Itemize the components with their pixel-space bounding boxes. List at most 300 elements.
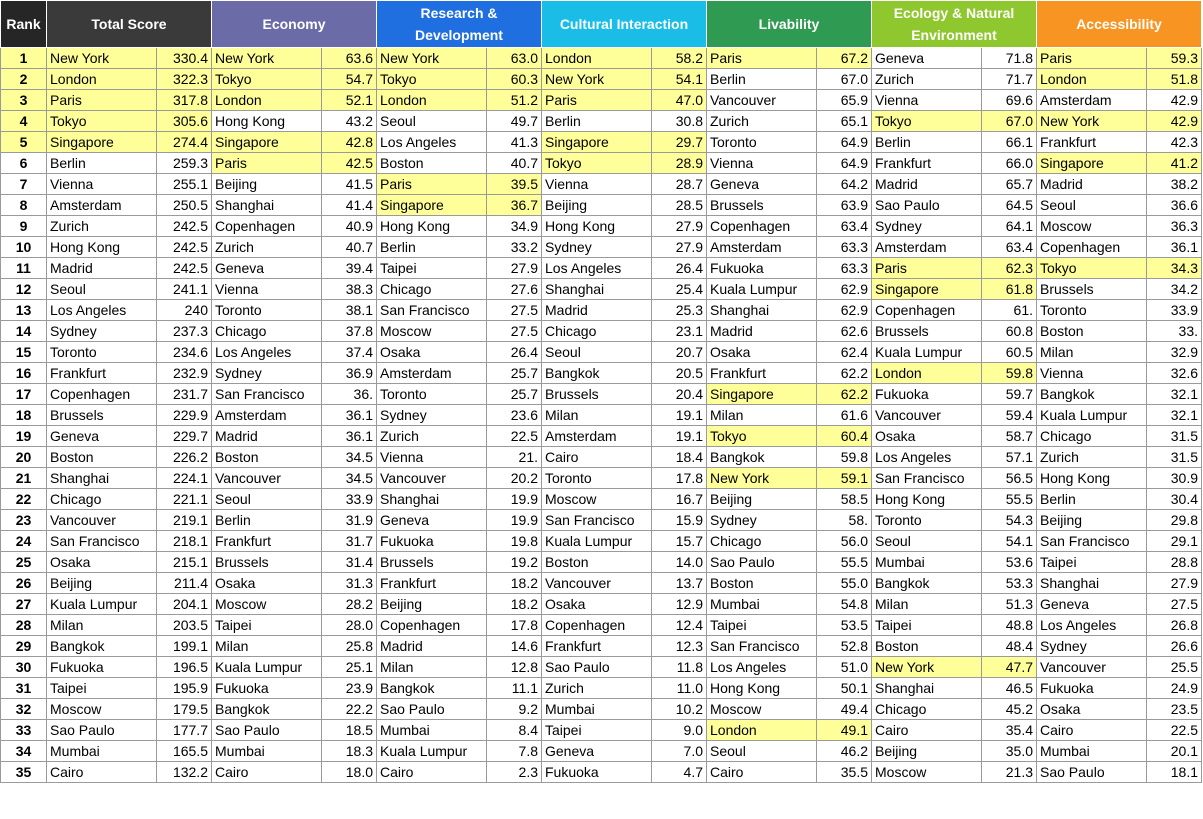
ecology-score-cell: 57.1	[982, 447, 1037, 468]
total-city-cell: San Francisco	[47, 531, 157, 552]
accessibility-score-cell: 31.5	[1147, 447, 1202, 468]
research-city-cell: Brussels	[377, 552, 487, 573]
research-score-cell: 8.4	[487, 720, 542, 741]
ecology-city-cell: Hong Kong	[872, 489, 982, 510]
livability-score-cell: 67.2	[817, 48, 872, 69]
livability-score-cell: 50.1	[817, 678, 872, 699]
ecology-score-cell: 63.4	[982, 237, 1037, 258]
livability-score-cell: 35.5	[817, 762, 872, 783]
cultural-score-cell: 4.7	[652, 762, 707, 783]
research-score-cell: 33.2	[487, 237, 542, 258]
research-score-cell: 25.7	[487, 363, 542, 384]
research-city-cell: Shanghai	[377, 489, 487, 510]
accessibility-score-cell: 42.9	[1147, 111, 1202, 132]
accessibility-city-cell: Moscow	[1037, 216, 1147, 237]
livability-city-cell: London	[707, 720, 817, 741]
accessibility-city-cell: Brussels	[1037, 279, 1147, 300]
economy-city-cell: Singapore	[212, 132, 322, 153]
cultural-score-cell: 28.7	[652, 174, 707, 195]
cultural-score-cell: 12.4	[652, 615, 707, 636]
cultural-city-cell: Madrid	[542, 300, 652, 321]
livability-score-cell: 64.9	[817, 132, 872, 153]
livability-city-cell: Singapore	[707, 384, 817, 405]
total-score-cell: 204.1	[157, 594, 212, 615]
livability-score-cell: 60.4	[817, 426, 872, 447]
economy-score-cell: 36.9	[322, 363, 377, 384]
research-score-cell: 22.5	[487, 426, 542, 447]
research-city-cell: Milan	[377, 657, 487, 678]
livability-score-cell: 59.8	[817, 447, 872, 468]
livability-score-cell: 62.9	[817, 279, 872, 300]
livability-score-cell: 64.2	[817, 174, 872, 195]
economy-city-cell: Geneva	[212, 258, 322, 279]
research-city-cell: Taipei	[377, 258, 487, 279]
livability-city-cell: Seoul	[707, 741, 817, 762]
economy-score-cell: 31.9	[322, 510, 377, 531]
table-row	[1, 657, 1202, 678]
cultural-city-cell: London	[542, 48, 652, 69]
accessibility-score-cell: 27.9	[1147, 573, 1202, 594]
economy-score-cell: 28.0	[322, 615, 377, 636]
economy-city-cell: New York	[212, 48, 322, 69]
ecology-score-cell: 66.0	[982, 153, 1037, 174]
economy-city-cell: London	[212, 90, 322, 111]
livability-score-cell: 67.0	[817, 69, 872, 90]
ecology-city-cell: Brussels	[872, 321, 982, 342]
table-row	[1, 678, 1202, 699]
research-city-cell: Bangkok	[377, 678, 487, 699]
table-row	[1, 468, 1202, 489]
accessibility-city-cell: Singapore	[1037, 153, 1147, 174]
research-city-cell: Mumbai	[377, 720, 487, 741]
accessibility-city-cell: Beijing	[1037, 510, 1147, 531]
research-city-cell: San Francisco	[377, 300, 487, 321]
livability-score-cell: 62.6	[817, 321, 872, 342]
economy-city-cell: Vancouver	[212, 468, 322, 489]
ecology-score-cell: 64.5	[982, 195, 1037, 216]
cultural-city-cell: Singapore	[542, 132, 652, 153]
total-score-cell: 250.5	[157, 195, 212, 216]
ecology-city-cell: Kuala Lumpur	[872, 342, 982, 363]
cultural-score-cell: 9.0	[652, 720, 707, 741]
accessibility-score-cell: 32.6	[1147, 363, 1202, 384]
livability-score-cell: 63.3	[817, 258, 872, 279]
table-row	[1, 342, 1202, 363]
livability-city-cell: Kuala Lumpur	[707, 279, 817, 300]
accessibility-city-cell: Vienna	[1037, 363, 1147, 384]
ecology-city-cell: Geneva	[872, 48, 982, 69]
accessibility-city-cell: Seoul	[1037, 195, 1147, 216]
table-row	[1, 321, 1202, 342]
total-city-cell: Seoul	[47, 279, 157, 300]
economy-city-cell: Paris	[212, 153, 322, 174]
rank-cell: 8	[1, 195, 47, 216]
table-row	[1, 720, 1202, 741]
livability-city-cell: Osaka	[707, 342, 817, 363]
accessibility-city-cell: San Francisco	[1037, 531, 1147, 552]
accessibility-city-cell: Mumbai	[1037, 741, 1147, 762]
cultural-city-cell: Boston	[542, 552, 652, 573]
cultural-city-cell: Bangkok	[542, 363, 652, 384]
ecology-city-cell: Moscow	[872, 762, 982, 783]
rank-cell: 23	[1, 510, 47, 531]
table-row	[1, 447, 1202, 468]
livability-score-cell: 49.4	[817, 699, 872, 720]
accessibility-city-cell: Tokyo	[1037, 258, 1147, 279]
research-score-cell: 26.4	[487, 342, 542, 363]
rank-cell: 24	[1, 531, 47, 552]
total-score-cell: 237.3	[157, 321, 212, 342]
ecology-city-cell: Vienna	[872, 90, 982, 111]
cultural-score-cell: 15.7	[652, 531, 707, 552]
accessibility-score-cell: 36.3	[1147, 216, 1202, 237]
livability-score-cell: 55.5	[817, 552, 872, 573]
research-score-cell: 60.3	[487, 69, 542, 90]
total-city-cell: Beijing	[47, 573, 157, 594]
accessibility-score-cell: 28.8	[1147, 552, 1202, 573]
livability-score-cell: 58.5	[817, 489, 872, 510]
cultural-score-cell: 17.8	[652, 468, 707, 489]
research-score-cell: 21.	[487, 447, 542, 468]
ecology-score-cell: 60.5	[982, 342, 1037, 363]
total-city-cell: Los Angeles	[47, 300, 157, 321]
cultural-city-cell: Los Angeles	[542, 258, 652, 279]
table-row	[1, 216, 1202, 237]
ecology-score-cell: 47.7	[982, 657, 1037, 678]
economy-score-cell: 36.1	[322, 426, 377, 447]
cultural-score-cell: 20.4	[652, 384, 707, 405]
economy-city-cell: Milan	[212, 636, 322, 657]
accessibility-score-cell: 34.2	[1147, 279, 1202, 300]
accessibility-score-cell: 26.8	[1147, 615, 1202, 636]
economy-score-cell: 28.2	[322, 594, 377, 615]
livability-score-cell: 59.1	[817, 468, 872, 489]
total-city-cell: Amsterdam	[47, 195, 157, 216]
total-score-cell: 330.4	[157, 48, 212, 69]
research-city-cell: Singapore	[377, 195, 487, 216]
accessibility-score-cell: 26.6	[1147, 636, 1202, 657]
economy-score-cell: 31.4	[322, 552, 377, 573]
research-city-cell: Zurich	[377, 426, 487, 447]
research-score-cell: 17.8	[487, 615, 542, 636]
cultural-city-cell: Paris	[542, 90, 652, 111]
ecology-score-cell: 35.0	[982, 741, 1037, 762]
livability-score-cell: 62.9	[817, 300, 872, 321]
livability-score-cell: 51.0	[817, 657, 872, 678]
ecology-city-cell: Mumbai	[872, 552, 982, 573]
table-row	[1, 363, 1202, 384]
total-score-cell: 229.9	[157, 405, 212, 426]
ecology-city-cell: Sydney	[872, 216, 982, 237]
economy-city-cell: Seoul	[212, 489, 322, 510]
economy-city-cell: Madrid	[212, 426, 322, 447]
ecology-score-cell: 53.3	[982, 573, 1037, 594]
cultural-city-cell: Fukuoka	[542, 762, 652, 783]
cultural-city-cell: Amsterdam	[542, 426, 652, 447]
research-score-cell: 27.9	[487, 258, 542, 279]
economy-city-cell: Zurich	[212, 237, 322, 258]
ecology-city-cell: Copenhagen	[872, 300, 982, 321]
table-row	[1, 552, 1202, 573]
total-city-cell: Kuala Lumpur	[47, 594, 157, 615]
economy-score-cell: 52.1	[322, 90, 377, 111]
accessibility-city-cell: Amsterdam	[1037, 90, 1147, 111]
total-score-cell: 232.9	[157, 363, 212, 384]
rank-cell: 33	[1, 720, 47, 741]
ecology-city-cell: Taipei	[872, 615, 982, 636]
accessibility-score-cell: 42.9	[1147, 90, 1202, 111]
cultural-city-cell: Moscow	[542, 489, 652, 510]
economy-score-cell: 37.4	[322, 342, 377, 363]
accessibility-city-cell: Boston	[1037, 321, 1147, 342]
research-city-cell: Sydney	[377, 405, 487, 426]
livability-score-cell: 55.0	[817, 573, 872, 594]
table-row	[1, 762, 1202, 783]
cultural-score-cell: 28.5	[652, 195, 707, 216]
livability-city-cell: Copenhagen	[707, 216, 817, 237]
rank-cell: 17	[1, 384, 47, 405]
total-city-cell: Paris	[47, 90, 157, 111]
accessibility-city-cell: Madrid	[1037, 174, 1147, 195]
ecology-city-cell: Chicago	[872, 699, 982, 720]
total-score-cell: 199.1	[157, 636, 212, 657]
accessibility-score-cell: 27.5	[1147, 594, 1202, 615]
table-row	[1, 195, 1202, 216]
accessibility-city-cell: Fukuoka	[1037, 678, 1147, 699]
ecology-city-cell: London	[872, 363, 982, 384]
table-row	[1, 741, 1202, 762]
accessibility-score-cell: 38.2	[1147, 174, 1202, 195]
total-score-cell: 274.4	[157, 132, 212, 153]
ecology-city-cell: Berlin	[872, 132, 982, 153]
accessibility-city-cell: Chicago	[1037, 426, 1147, 447]
economy-city-cell: Moscow	[212, 594, 322, 615]
accessibility-city-cell: Sao Paulo	[1037, 762, 1147, 783]
ecology-city-cell: New York	[872, 657, 982, 678]
livability-city-cell: San Francisco	[707, 636, 817, 657]
livability-city-cell: Vancouver	[707, 90, 817, 111]
research-score-cell: 11.1	[487, 678, 542, 699]
table-row	[1, 69, 1202, 90]
cultural-city-cell: San Francisco	[542, 510, 652, 531]
research-score-cell: 19.8	[487, 531, 542, 552]
research-city-cell: Toronto	[377, 384, 487, 405]
economy-score-cell: 34.5	[322, 447, 377, 468]
ecology-city-cell: Madrid	[872, 174, 982, 195]
accessibility-score-cell: 32.1	[1147, 405, 1202, 426]
research-score-cell: 63.0	[487, 48, 542, 69]
livability-score-cell: 62.2	[817, 363, 872, 384]
cultural-city-cell: Vienna	[542, 174, 652, 195]
cultural-score-cell: 27.9	[652, 216, 707, 237]
economy-score-cell: 36.	[322, 384, 377, 405]
research-score-cell: 19.9	[487, 510, 542, 531]
economy-city-cell: Tokyo	[212, 69, 322, 90]
livability-city-cell: Frankfurt	[707, 363, 817, 384]
economy-score-cell: 23.9	[322, 678, 377, 699]
table-row	[1, 594, 1202, 615]
economy-score-cell: 25.8	[322, 636, 377, 657]
total-score-cell: 322.3	[157, 69, 212, 90]
table-body	[1, 48, 1202, 783]
cultural-city-cell: Brussels	[542, 384, 652, 405]
total-city-cell: Copenhagen	[47, 384, 157, 405]
ecology-city-cell: Los Angeles	[872, 447, 982, 468]
research-score-cell: 51.2	[487, 90, 542, 111]
research-city-cell: Madrid	[377, 636, 487, 657]
accessibility-score-cell: 18.1	[1147, 762, 1202, 783]
rank-cell: 5	[1, 132, 47, 153]
research-city-cell: Amsterdam	[377, 363, 487, 384]
research-score-cell: 14.6	[487, 636, 542, 657]
ecology-score-cell: 56.5	[982, 468, 1037, 489]
header-research-development: Research & Development	[377, 1, 542, 48]
rank-cell: 22	[1, 489, 47, 510]
cultural-city-cell: Geneva	[542, 741, 652, 762]
research-score-cell: 49.7	[487, 111, 542, 132]
table-row	[1, 300, 1202, 321]
economy-city-cell: Brussels	[212, 552, 322, 573]
economy-score-cell: 18.3	[322, 741, 377, 762]
cultural-score-cell: 20.7	[652, 342, 707, 363]
economy-score-cell: 34.5	[322, 468, 377, 489]
livability-city-cell: Toronto	[707, 132, 817, 153]
header-cultural-interaction: Cultural Interaction	[542, 1, 707, 48]
table-row	[1, 132, 1202, 153]
ecology-score-cell: 64.1	[982, 216, 1037, 237]
total-city-cell: London	[47, 69, 157, 90]
accessibility-city-cell: Toronto	[1037, 300, 1147, 321]
livability-city-cell: Los Angeles	[707, 657, 817, 678]
accessibility-city-cell: Kuala Lumpur	[1037, 405, 1147, 426]
economy-score-cell: 31.3	[322, 573, 377, 594]
economy-city-cell: Sydney	[212, 363, 322, 384]
livability-score-cell: 56.0	[817, 531, 872, 552]
livability-score-cell: 63.9	[817, 195, 872, 216]
research-score-cell: 40.7	[487, 153, 542, 174]
total-score-cell: 229.7	[157, 426, 212, 447]
cultural-score-cell: 20.5	[652, 363, 707, 384]
economy-city-cell: Sao Paulo	[212, 720, 322, 741]
total-city-cell: Osaka	[47, 552, 157, 573]
economy-city-cell: Vienna	[212, 279, 322, 300]
accessibility-score-cell: 34.3	[1147, 258, 1202, 279]
research-city-cell: Frankfurt	[377, 573, 487, 594]
cultural-city-cell: Seoul	[542, 342, 652, 363]
ecology-city-cell: Milan	[872, 594, 982, 615]
cultural-city-cell: Osaka	[542, 594, 652, 615]
economy-score-cell: 22.2	[322, 699, 377, 720]
ecology-score-cell: 67.0	[982, 111, 1037, 132]
economy-city-cell: Chicago	[212, 321, 322, 342]
total-city-cell: Vancouver	[47, 510, 157, 531]
cultural-city-cell: Chicago	[542, 321, 652, 342]
economy-city-cell: San Francisco	[212, 384, 322, 405]
cultural-score-cell: 12.9	[652, 594, 707, 615]
accessibility-score-cell: 22.5	[1147, 720, 1202, 741]
cultural-city-cell: Vancouver	[542, 573, 652, 594]
research-score-cell: 19.2	[487, 552, 542, 573]
livability-score-cell: 63.3	[817, 237, 872, 258]
ecology-score-cell: 60.8	[982, 321, 1037, 342]
rank-cell: 25	[1, 552, 47, 573]
economy-score-cell: 41.4	[322, 195, 377, 216]
header-livability: Livability	[707, 1, 872, 48]
rank-cell: 15	[1, 342, 47, 363]
accessibility-score-cell: 31.5	[1147, 426, 1202, 447]
research-city-cell: London	[377, 90, 487, 111]
research-city-cell: Berlin	[377, 237, 487, 258]
total-city-cell: Chicago	[47, 489, 157, 510]
rank-cell: 28	[1, 615, 47, 636]
rank-cell: 26	[1, 573, 47, 594]
economy-city-cell: Mumbai	[212, 741, 322, 762]
rank-cell: 7	[1, 174, 47, 195]
cultural-score-cell: 19.1	[652, 426, 707, 447]
economy-city-cell: Frankfurt	[212, 531, 322, 552]
cultural-score-cell: 10.2	[652, 699, 707, 720]
cultural-city-cell: Copenhagen	[542, 615, 652, 636]
ecology-city-cell: Boston	[872, 636, 982, 657]
ecology-score-cell: 55.5	[982, 489, 1037, 510]
header-rank: Rank	[1, 1, 47, 48]
accessibility-score-cell: 41.2	[1147, 153, 1202, 174]
economy-city-cell: Osaka	[212, 573, 322, 594]
ecology-city-cell: Osaka	[872, 426, 982, 447]
rank-cell: 32	[1, 699, 47, 720]
total-city-cell: Brussels	[47, 405, 157, 426]
research-score-cell: 12.8	[487, 657, 542, 678]
accessibility-score-cell: 36.1	[1147, 237, 1202, 258]
total-score-cell: 224.1	[157, 468, 212, 489]
economy-city-cell: Hong Kong	[212, 111, 322, 132]
livability-score-cell: 49.1	[817, 720, 872, 741]
table-row	[1, 111, 1202, 132]
ecology-score-cell: 48.4	[982, 636, 1037, 657]
research-city-cell: Tokyo	[377, 69, 487, 90]
research-score-cell: 41.3	[487, 132, 542, 153]
total-score-cell: 165.5	[157, 741, 212, 762]
economy-city-cell: Shanghai	[212, 195, 322, 216]
table-row	[1, 426, 1202, 447]
header-economy: Economy	[212, 1, 377, 48]
table-row	[1, 90, 1202, 111]
table-row	[1, 573, 1202, 594]
total-score-cell: 196.5	[157, 657, 212, 678]
accessibility-score-cell: 33.	[1147, 321, 1202, 342]
economy-score-cell: 38.3	[322, 279, 377, 300]
livability-city-cell: Shanghai	[707, 300, 817, 321]
header-ecology-natural-environment: Ecology & Natural Environment	[872, 1, 1037, 48]
ecology-score-cell: 71.8	[982, 48, 1037, 69]
accessibility-score-cell: 32.9	[1147, 342, 1202, 363]
cultural-score-cell: 16.7	[652, 489, 707, 510]
total-score-cell: 177.7	[157, 720, 212, 741]
research-city-cell: Kuala Lumpur	[377, 741, 487, 762]
livability-city-cell: Beijing	[707, 489, 817, 510]
research-score-cell: 34.9	[487, 216, 542, 237]
cultural-city-cell: Taipei	[542, 720, 652, 741]
ecology-city-cell: Singapore	[872, 279, 982, 300]
accessibility-city-cell: Sydney	[1037, 636, 1147, 657]
livability-city-cell: Vienna	[707, 153, 817, 174]
total-score-cell: 226.2	[157, 447, 212, 468]
ecology-score-cell: 59.4	[982, 405, 1037, 426]
accessibility-score-cell: 36.6	[1147, 195, 1202, 216]
accessibility-city-cell: Copenhagen	[1037, 237, 1147, 258]
livability-score-cell: 62.4	[817, 342, 872, 363]
cultural-score-cell: 11.8	[652, 657, 707, 678]
